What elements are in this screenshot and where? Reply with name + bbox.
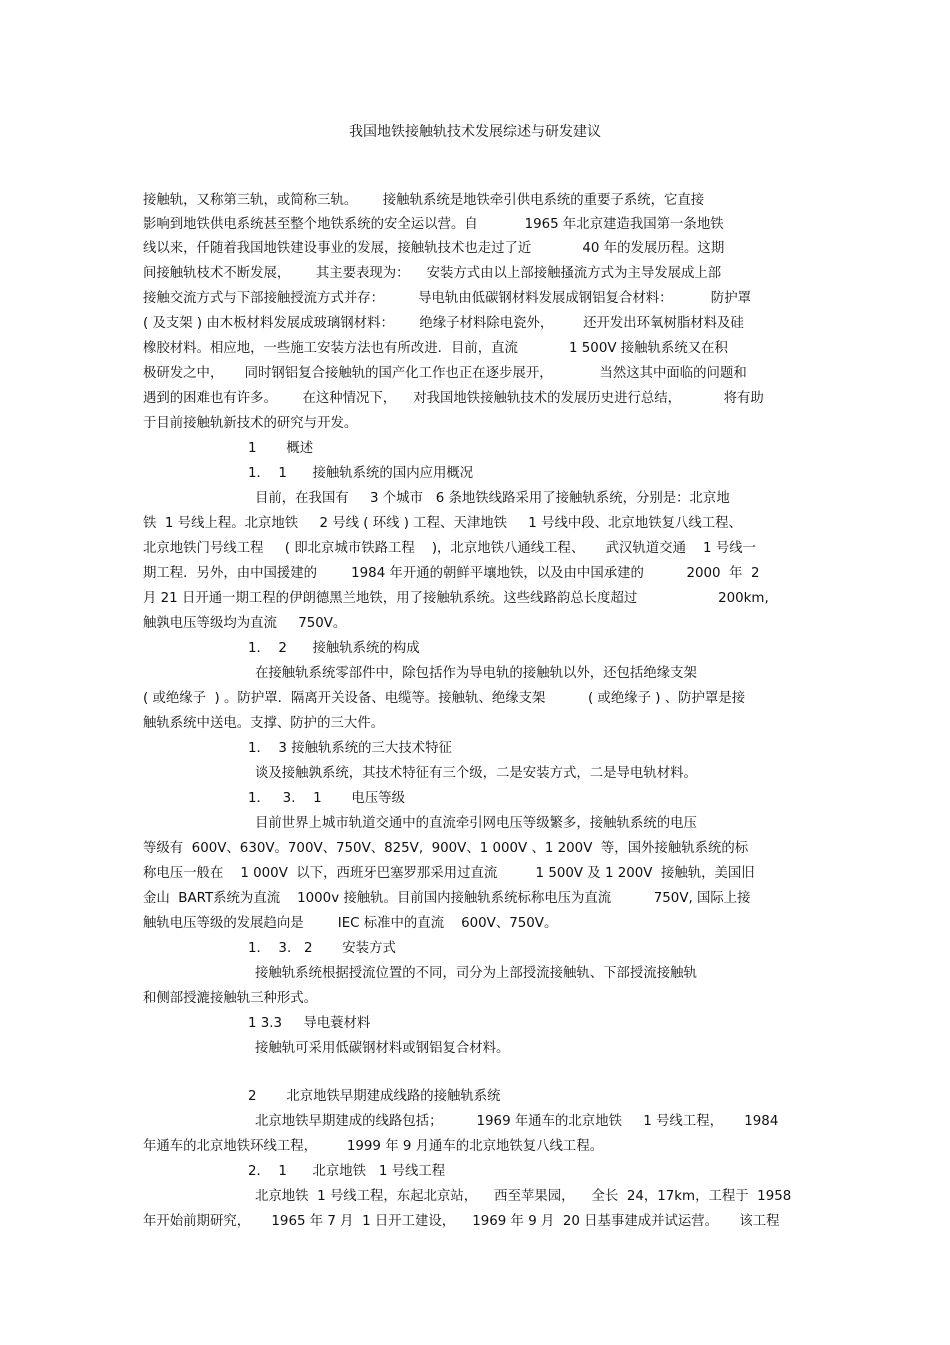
text-line: 接触轨，又称第三轨，或简称三轨。 接触轨系统是地铁牵引供电系统的重要子系统，它直接 (143, 193, 705, 208)
text-line: 期工程．另外，由中国援建的 1984 年开通的朝鲜平壤地铁，以及由中国承建的 2000 年 2 (143, 566, 760, 581)
text-line: ( 或绝缘子 ) 。防护罩．隔离开关设备、电缆等。接触轨、绝缘支架 ( 或绝缘子 ) 、防护罩是接 (143, 691, 746, 706)
text-line: 接触轨可采用低碳钢材料或钢铝复合材料。 (255, 1041, 510, 1056)
text-line: 于目前接触轨新技术的研究与开发。 (143, 416, 358, 431)
text-line: 遇到的困难也有许多。 在这种情况下， 对我国地铁接触轨技术的发展历史进行总结， 将有助 (143, 391, 764, 406)
section-heading: 1． 2 接触轨系统的构成 (248, 641, 420, 656)
text-line: 线以来，仟随着我国地铁建设事业的发展，接触轨技术也走过了近 40 年的发展历程。这期 (143, 241, 725, 256)
text-line: 影响到地铁供电系统甚至整个地铁系统的安全运以营。自 1965 年北京建造我国第一条地铁 (143, 217, 724, 232)
section-heading: 1． 3． 1 电压等级 (248, 791, 405, 806)
document-title: 我国地铁接触轨技术发展综述与研发建议 (349, 124, 601, 140)
text-line: 触轨电压等级的发展趋向是 IEC 标准中的直流 600V、750V。 (143, 916, 558, 931)
text-line: 间接触轨枝术不断发展， 其主要表现为： 安装方式由以上部接触搔流方式为主导发展成上部 (143, 266, 722, 281)
section-heading: 1． 1 接触轨系统的国内应用概况 (248, 466, 474, 481)
text-line: 接触交流方式与下部接触授流方式并存： 导电轨由低碳钢材料发展成钢铝复合材料： 防护罩 (143, 291, 751, 306)
text-line: 橡胶材料。相应地，一些施工安装方法也有所改进．目前，直流 1 500V 接触轨系统又在积 (143, 341, 728, 356)
text-line: 在接触轨系统零部件中，除包括作为导电轨的接触轨以外，还包括绝缘支架 (255, 666, 697, 681)
text-line: 目前，在我国有 3 个城市 6 条地铁线路采用了接触轨系统，分别是：北京地 (255, 491, 730, 506)
text-line: 触孰电压等级均为直流 750V。 (143, 616, 347, 631)
text-line: 目前世界上城市轨道交通中的直流牵引网电压等级繁多，接触轨系统的电压 (255, 816, 697, 831)
text-line: 年开始前期研究， 1965 年 7 月 1 日开工建设， 1969 年 9 月 20 日基事建成并试运营。 该工程 (143, 1214, 780, 1229)
section-heading: 1． 3 接触轨系统的三大技术特征 (248, 741, 452, 756)
text-line: 和侧部授漉接触轨三种形式。 (143, 991, 318, 1006)
text-line: 等级有 600V、630V。700V、750V、825V, 900V、1 000V 、1 200V 等，国外接触轨系统的标 (143, 841, 749, 856)
section-heading: 2 北京地铁早期建成线路的接触轨系统 (248, 1089, 501, 1104)
section-heading: 1 3.3 导电蓑材料 (248, 1016, 371, 1031)
text-line: 极研发之中， 同时钢铝复合接触轨的国产化工作也正在逐步展开， 当然这其中面临的问题和 (143, 366, 747, 381)
text-line: 触轨系统中送电。支撑、防护的三大件。 (143, 716, 385, 731)
text-line: ( 及支架 ) 由木板材料发展成玻璃钢材料： 绝缘子材料除电瓷外， 还开发出环氧树脂材料及硅 (143, 316, 744, 331)
text-line: 北京地铁早期建成的线路包括； 1969 年通车的北京地铁 1 号线工程， 1984 (255, 1114, 779, 1129)
section-heading: 1 概述 (248, 441, 314, 456)
text-line: 铁 1 号线上程。北京地铁 2 号线 ( 环线 ) 工程、天津地铁 1 号线中段、北京地铁复八线工程、 (143, 516, 742, 531)
text-line: 金山 BART系统为直流 1000v 接触轨。目前国内接触轨系统标称电压为直流 750V, 国际上接 (143, 891, 751, 906)
text-line: 北京地铁门号线工程 ( 即北京城市铁路工程 )，北京地铁八通线工程、 武汉轨道交通 1 号线一 (143, 541, 756, 556)
section-heading: 2． 1 北京地铁 1 号线工程 (248, 1164, 446, 1179)
text-line: 接触轨系统根据授流位置的不同，司分为上部授流接触轨、下部授流接触轨 (255, 966, 697, 981)
section-heading: 1． 3. 2 安装方式 (248, 941, 396, 956)
text-line: 月 21 日开通一期工程的伊朗德黑兰地铁，用了接触轨系统。这些线路韵总长度超过 200km, (143, 591, 769, 606)
text-line: 年通车的北京地铁环线工程， 1999 年 9 月通车的北京地铁复八线工程。 (143, 1139, 604, 1154)
text-line: 称电压一般在 1 000V 以下，西班牙巴塞罗那采用过直流 1 500V 及 1 200V 接触轨，美国旧 (143, 866, 755, 881)
text-line: 谈及接触孰系统，其技术特征有三个级，二是安装方式，二是导电轨材料。 (255, 766, 697, 781)
text-line: 北京地铁 1 号线工程，东起北京站， 西至苹果园， 全长 24，17km，工程于 1958 (255, 1189, 792, 1204)
